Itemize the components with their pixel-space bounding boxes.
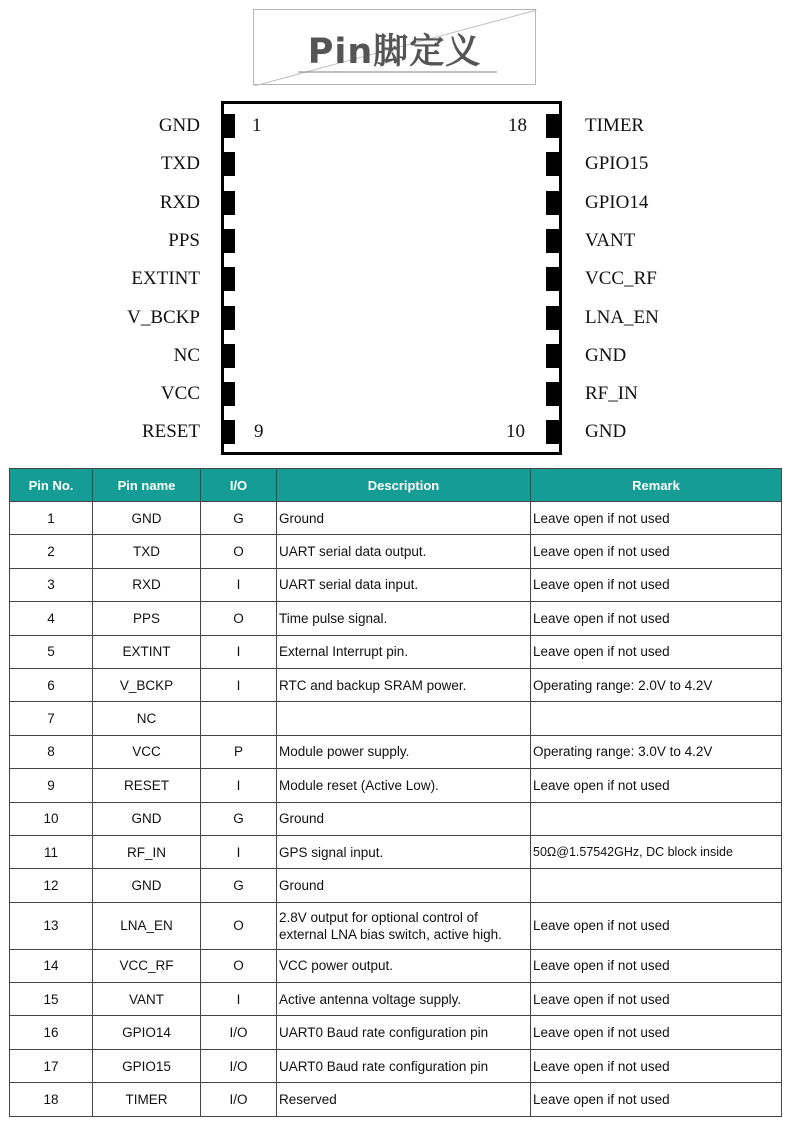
pin-pad-right [546,306,560,330]
cell-pin-name: RF_IN [93,835,201,868]
cell-pin-name: EXTINT [93,635,201,668]
pin-label-rf_in: RF_IN [585,383,638,405]
cell-pin-name: RESET [93,769,201,802]
pin-label-vant: VANT [585,229,636,251]
pin-pad-left [221,420,235,444]
cell-pin-no: 13 [10,902,93,949]
cell-pin-no: 18 [10,1083,93,1116]
table-row [10,602,782,635]
pin-pad-left [221,267,235,291]
chip-number-bottom-left: 9 [254,421,264,442]
pin-label-pps: PPS [168,229,200,251]
cell-description: Ground [277,869,531,902]
cell-pin-name: VCC_RF [93,949,201,982]
cell-pin-name: V_BCKP [93,668,201,701]
cell-io: I/O [201,1083,277,1116]
cell-pin-name: GND [93,802,201,835]
pin-pad-right [546,267,560,291]
pin-label-lna_en: LNA_EN [585,306,659,328]
pin-label-gpio14: GPIO14 [585,191,649,213]
cell-io: O [201,902,277,949]
cell-pin-no: 17 [10,1049,93,1082]
cell-io: G [201,802,277,835]
cell-remark: Leave open if not used [531,1083,782,1116]
cell-io: P [201,735,277,768]
cell-remark: Leave open if not used [531,949,782,982]
cell-pin-name: GND [93,869,201,902]
cell-pin-no: 12 [10,869,93,902]
cell-description: Time pulse signal. [277,602,531,635]
cell-pin-name: GPIO14 [93,1016,201,1049]
table-row [10,802,782,835]
cell-remark: Leave open if not used [531,502,782,535]
cell-remark: 50Ω@1.57542GHz, DC block inside [531,835,782,868]
cell-io: O [201,949,277,982]
pin-label-gnd: GND [585,421,627,443]
cell-description: UART0 Baud rate configuration pin [277,1016,531,1049]
cell-pin-no: 5 [10,635,93,668]
chip-number-bottom-right: 10 [506,421,525,442]
cell-remark [531,702,782,735]
cell-pin-no: 14 [10,949,93,982]
cell-pin-name: GND [93,502,201,535]
cell-description: Reserved [277,1083,531,1116]
pin-pad-left [221,382,235,406]
pin-label-v_bckp: V_BCKP [127,306,200,328]
pin-pad-right [546,344,560,368]
cell-io: G [201,869,277,902]
cell-remark: Leave open if not used [531,983,782,1016]
page-title: Pin脚定义 [307,32,482,72]
header-description: Description [277,469,531,502]
cell-remark: Operating range: 3.0V to 4.2V [531,735,782,768]
cell-pin-name: VCC [93,735,201,768]
pin-pad-right [546,420,560,444]
pin-label-txd: TXD [160,153,200,175]
cell-description: Ground [277,502,531,535]
cell-pin-name: TXD [93,535,201,568]
cell-remark [531,869,782,902]
cell-pin-no: 2 [10,535,93,568]
title-banner [253,9,536,85]
pin-label-rxd: RXD [159,191,200,213]
pin-pad-left [221,152,235,176]
table-row [10,702,782,735]
cell-pin-name: GPIO15 [93,1049,201,1082]
cell-description: 2.8V output for optional control of external LNA bias switch, active high. [277,902,531,949]
table-row [10,983,782,1016]
pin-pad-right [546,114,560,138]
cell-pin-no: 16 [10,1016,93,1049]
header-io: I/O [201,469,277,502]
pin-label-vcc: VCC [160,383,200,405]
cell-remark: Leave open if not used [531,568,782,601]
table-row [10,668,782,701]
cell-pin-no: 15 [10,983,93,1016]
table-row [10,769,782,802]
cell-remark: Leave open if not used [531,535,782,568]
table-row [10,835,782,868]
pin-pad-left [221,229,235,253]
cell-io: O [201,602,277,635]
cell-description: Ground [277,802,531,835]
cell-pin-no: 3 [10,568,93,601]
cell-pin-no: 10 [10,802,93,835]
cell-description: Module reset (Active Low). [277,769,531,802]
cell-description [277,702,531,735]
pin-pad-left [221,344,235,368]
table-row [10,949,782,982]
pin-pad-left [221,114,235,138]
cell-io: O [201,535,277,568]
table-row [10,568,782,601]
cell-description: External Interrupt pin. [277,635,531,668]
cell-remark: Leave open if not used [531,1016,782,1049]
cell-pin-no: 8 [10,735,93,768]
table-row [10,869,782,902]
cell-description: Active antenna voltage supply. [277,983,531,1016]
pin-pad-right [546,152,560,176]
cell-io: I [201,668,277,701]
table-row [10,1083,782,1116]
pin-pad-right [546,229,560,253]
pin-label-gnd: GND [158,115,200,136]
cell-io: I [201,635,277,668]
table-row [10,535,782,568]
cell-description: RTC and backup SRAM power. [277,668,531,701]
cell-description: Module power supply. [277,735,531,768]
pin-label-vcc_rf: VCC_RF [585,268,657,290]
cell-description: UART0 Baud rate configuration pin [277,1049,531,1082]
cell-io [201,702,277,735]
table-row [10,735,782,768]
cell-pin-no: 9 [10,769,93,802]
cell-pin-name: NC [93,702,201,735]
table-row [10,902,782,949]
cell-pin-no: 11 [10,835,93,868]
table-row [10,502,782,535]
table-header-row [10,469,782,502]
cell-remark: Leave open if not used [531,1049,782,1082]
pin-pad-right [546,382,560,406]
cell-pin-name: TIMER [93,1083,201,1116]
cell-pin-no: 1 [10,502,93,535]
cell-io: I/O [201,1016,277,1049]
cell-remark [531,802,782,835]
header-pin-name: Pin name [93,469,201,502]
cell-description: UART serial data output. [277,535,531,568]
chip-outline [221,101,562,455]
cell-pin-no: 6 [10,668,93,701]
cell-remark: Leave open if not used [531,602,782,635]
chip-number-top-left: 1 [252,115,262,136]
table-row [10,1049,782,1082]
cell-io: I [201,835,277,868]
cell-io: G [201,502,277,535]
cell-pin-name: LNA_EN [93,902,201,949]
cell-io: I [201,983,277,1016]
cell-description: GPS signal input. [277,835,531,868]
pin-label-gnd: GND [585,344,627,366]
cell-remark: Operating range: 2.0V to 4.2V [531,668,782,701]
cell-remark: Leave open if not used [531,902,782,949]
header-remark: Remark [531,469,782,502]
cell-remark: Leave open if not used [531,635,782,668]
cell-io: I/O [201,1049,277,1082]
pin-table [9,468,782,1117]
pin-pad-left [221,191,235,215]
table-row [10,635,782,668]
cell-remark: Leave open if not used [531,769,782,802]
cell-pin-no: 7 [10,702,93,735]
cell-io: I [201,568,277,601]
cell-pin-name: RXD [93,568,201,601]
cell-pin-name: PPS [93,602,201,635]
cell-description: VCC power output. [277,949,531,982]
pin-label-reset: RESET [141,421,200,443]
pin-label-gpio15: GPIO15 [585,153,649,175]
pin-pad-right [546,191,560,215]
cell-pin-name: VANT [93,983,201,1016]
cell-description: UART serial data input. [277,568,531,601]
pin-label-nc: NC [173,344,200,366]
table-row [10,1016,782,1049]
chip-number-top-right: 18 [508,115,527,136]
pin-label-extint: EXTINT [131,268,200,290]
pin-pad-left [221,306,235,330]
pin-label-timer: TIMER [585,115,645,136]
cell-pin-no: 4 [10,602,93,635]
header-pin-no: Pin No. [10,469,93,502]
cell-io: I [201,769,277,802]
